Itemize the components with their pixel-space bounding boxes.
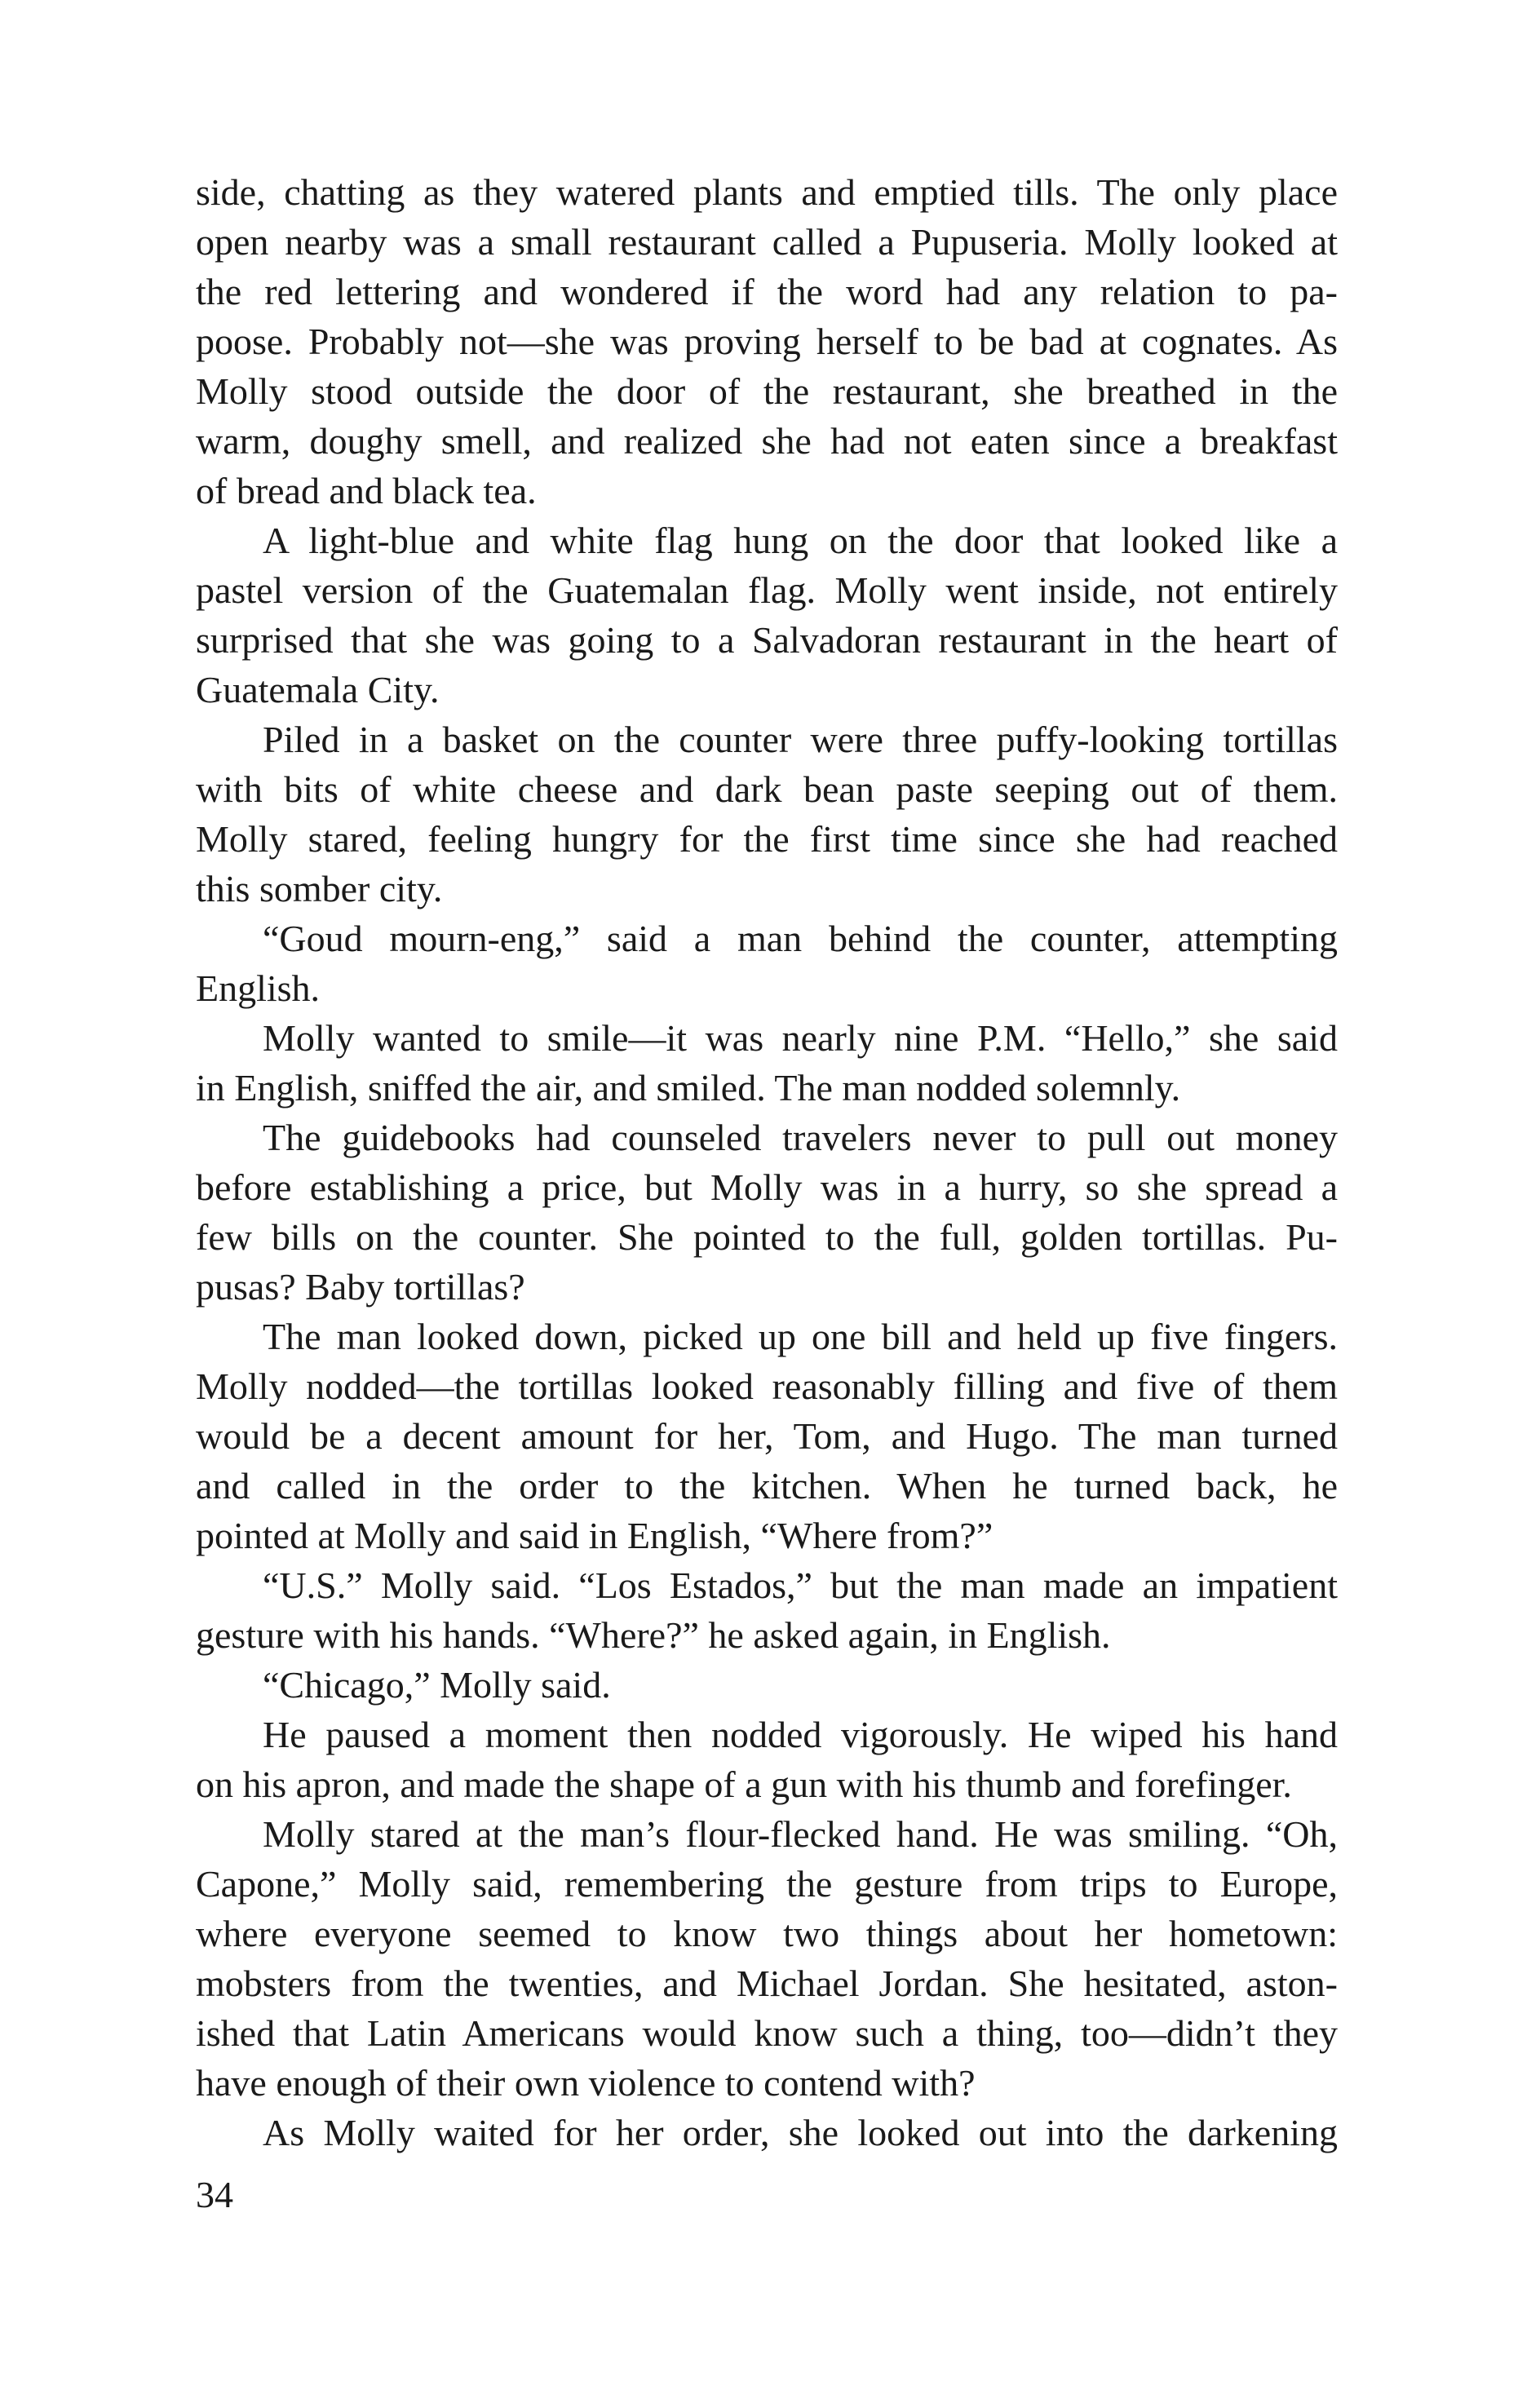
text-line: gesture with his hands. “Where?” he asked again, in English. [196, 1614, 1111, 1656]
text-line: open nearby was a small restaurant called a Pupuseria. Molly looked at [196, 221, 1338, 263]
page-body [196, 167, 1338, 2157]
text-line: this somber city. [196, 868, 443, 909]
page-number: 34 [196, 2174, 233, 2215]
text-line: mobsters from the twenties, and Michael Jordan. She hesitated, aston- [196, 1963, 1338, 2004]
text-line: poose. Probably not—she was proving herself to be bad at cognates. As [196, 321, 1338, 362]
text-line: He paused a moment then nodded vigorously. He wiped his hand [263, 1714, 1338, 1755]
text-line: Molly wanted to smile—it was nearly nine P.M. “Hello,” she said [263, 1017, 1338, 1059]
text-line: Molly stared at the man’s flour-flecked hand. He was smiling. “Oh, [263, 1813, 1338, 1855]
text-line: with bits of white cheese and dark bean paste seeping out of them. [196, 768, 1338, 810]
text-line: side, chatting as they watered plants and emptied tills. The only place [196, 171, 1338, 213]
text-line: The guidebooks had counseled travelers never to pull out money [263, 1117, 1338, 1158]
text-line: The man looked down, picked up one bill and held up five fingers. [263, 1316, 1338, 1357]
text-line: and called in the order to the kitchen. When he turned back, he [196, 1465, 1338, 1507]
text-line: have enough of their own violence to contend with? [196, 2062, 976, 2104]
text-line: English. [196, 967, 321, 1009]
text-line: pointed at Molly and said in English, “Where from?” [196, 1515, 993, 1556]
text-line: the red lettering and wondered if the word had any relation to pa- [196, 271, 1338, 312]
text-line: As Molly waited for her order, she looked out into the darkening [263, 2112, 1338, 2153]
text-line: would be a decent amount for her, Tom, and Hugo. The man turned [196, 1415, 1338, 1457]
text-line: warm, doughy smell, and realized she had not eaten since a breakfast [196, 420, 1338, 462]
text-line: on his apron, and made the shape of a gun with his thumb and forefinger. [196, 1763, 1292, 1805]
text-line: A light-blue and white flag hung on the door that looked like a [263, 520, 1338, 561]
text-line: few bills on the counter. She pointed to the full, golden tortillas. Pu- [196, 1216, 1338, 1258]
text-line: “Goud mourn-eng,” said a man behind the counter, attempting [263, 918, 1338, 959]
text-line: Molly nodded—the tortillas looked reasonably filling and five of them [196, 1365, 1338, 1407]
text-line: surprised that she was going to a Salvadoran restaurant in the heart of [196, 619, 1338, 661]
text-line: pastel version of the Guatemalan flag. Molly went inside, not entirely [196, 569, 1338, 611]
text-line: “U.S.” Molly said. “Los Estados,” but the man made an impatient [263, 1564, 1338, 1606]
text-line: where everyone seemed to know two things about her hometown: [196, 1913, 1338, 1954]
text-line: of bread and black tea. [196, 470, 537, 511]
text-line: Capone,” Molly said, remembering the gesture from trips to Europe, [196, 1863, 1338, 1905]
text-line: in English, sniffed the air, and smiled. The man nodded solemnly. [196, 1067, 1181, 1108]
text-line: Molly stood outside the door of the restaurant, she breathed in the [196, 370, 1338, 412]
text-line: pusas? Baby tortillas? [196, 1266, 525, 1308]
text-line: Molly stared, feeling hungry for the first time since she had reached [196, 818, 1338, 860]
text-line: Guatemala City. [196, 669, 440, 710]
text-line: before establishing a price, but Molly was in a hurry, so she spread a [196, 1166, 1338, 1208]
text-line: “Chicago,” Molly said. [263, 1664, 611, 1706]
text-line: ished that Latin Americans would know such a thing, too—didn’t they [196, 2012, 1338, 2054]
text-line: Piled in a basket on the counter were three puffy-looking tortillas [263, 719, 1338, 760]
